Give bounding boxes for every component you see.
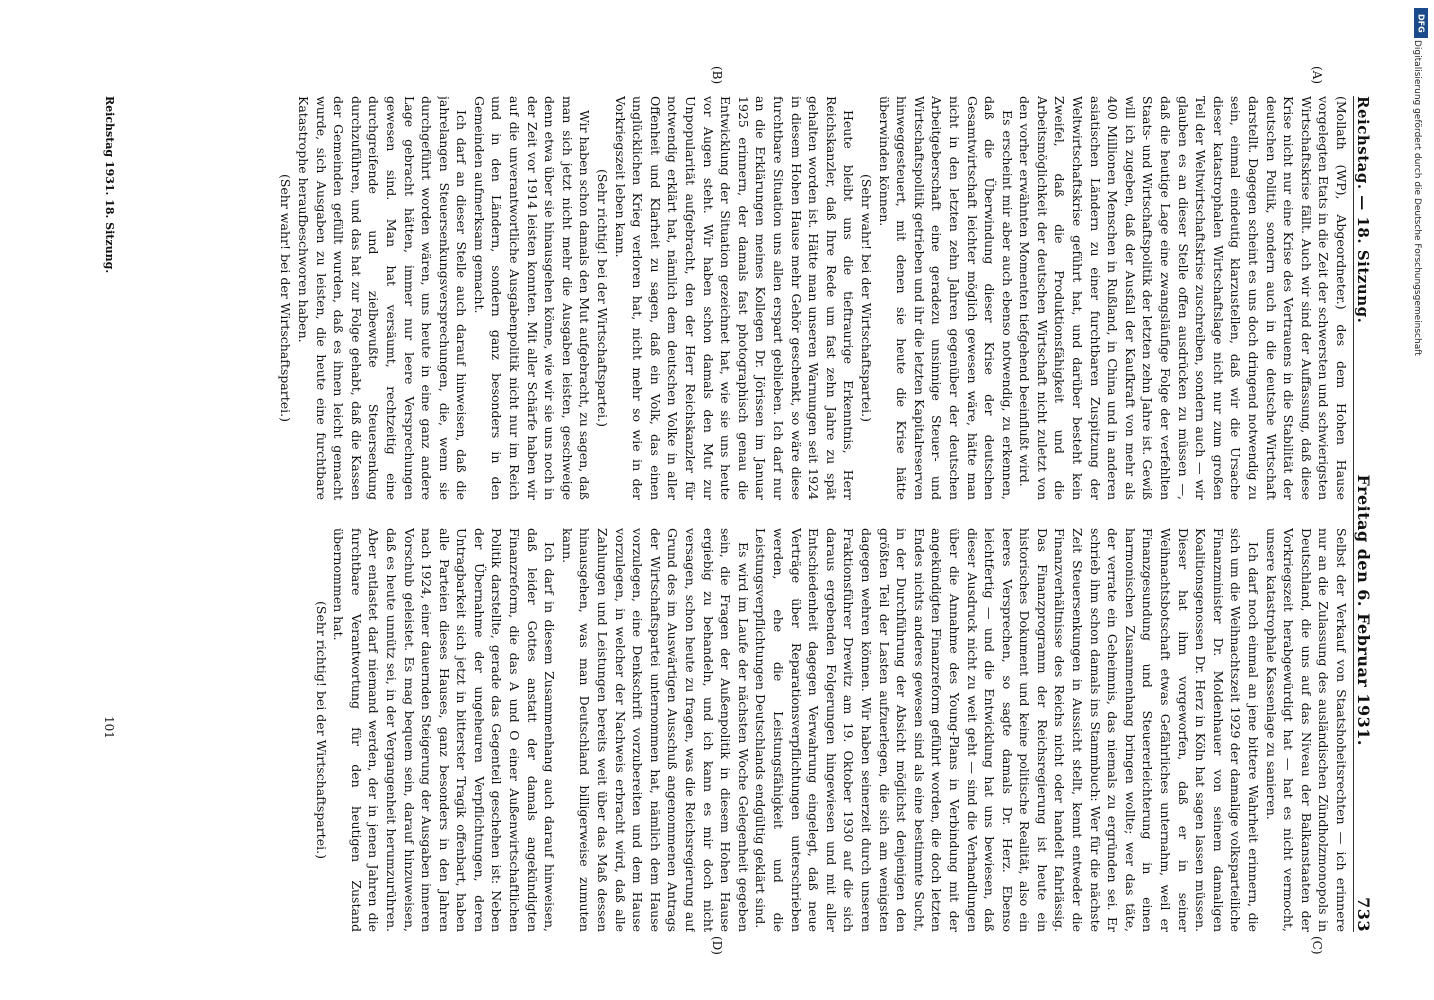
paragraph: Ich darf an dieser Stelle auch darauf hinweisen, daß die jahrelangen Steuersenkungsversprechungen, die, wenn sie durchgeführt worden wären, uns heute in eine ganz andere Lage gebracht hätten, immer nur leere Versprechungen gewesen sind. Man hat versäumt, rechtzeitig eine durchgreifende und zielbewußte Steuersenkung durchzuführen, und das hat zur Folge gehabt, daß die Kassen der Gemeinden gefüllt wurden, daß es ihnen leicht gemacht wurde, sich Ausgaben zu leisten, die heute eine furchtbare Katastrophe heraufbeschworen haben. [295,96,470,500]
paragraph: Ich darf in diesem Zusammenhang auch darauf hinweisen, daß leider Gottes anstatt der damals angekündigten Finanzreform, die das A und O einer Außenwirtschaftlichen Politik darstellte, gerade das Gegenteil geschehen ist: Neben der Übernahme der ungeheuren Verpflichtungen, deren Untragbarkeit sich jetzt in bitterster Tragik offenbart, haben alle Parteien dieses Hauses, ganz besonders in den Jahren nach 1924, einer dauernden Steigerung der Ausgaben inneren Vorschub geleistet. Es mag bequem sein, darauf hinzuweisen, daß es heute unnütz sei, in der Vergangenheit herumzurühren. Aber entlastet darf niemand werden, der in jenen Jahren die furchtbare Verantwortung für den heutigen Zustand übernommen hat. [331,528,558,932]
paragraph: Es erscheint mir aber auch ebenso notwendig, zu erkennen, daß die Überwindung dieser Krise der deutschen Gesamtwirtschaft leichter möglich gewesen wäre, hätte man nicht in den letzten zehn Jahren gegenüber der deutschen Arbeitgeberschaft eine geradezu unsinnige Steuer- und Wirtschaftspolitik getrieben und ihr die letzten Kapitalreserven hinweggesteuert, mit denen sie heute die Krise hätte überwinden können. [876,96,1015,500]
margin-marker-b: (B) [710,66,724,85]
interjection: (Sehr richtig! bei der Wirtschaftspartei.) [313,601,329,859]
paragraph: Ich darf noch einmal an jene bittere Wahrheit erinnern, die sich um die Weihnachtszeit 1929 der damalige volksparteiliche Finanzminister Dr. Moldenhauer von seinem damaligen Koalitionsgenossen Dr. Herz in Köln hat sagen lassen müssen. Dieser hat ihm vorgeworfen, daß er in seiner Weihnachtsbotschaft etwas Gefährliches unternahm, weil er Finanzgesundung und Steuererleichterung in einen harmonischen Zusammenhang bringen wollte; wer das täte, der verrate ein Geheimnis, das niemals zu ergründen sei. Er schrieb ihm schon damals ins Stammbuch: Wer für die nächste Zeit Steuersenkungen in Aussicht stellt, kennt entweder die Finanzverhältnisse des Reichs nicht oder handelt fahrlässig. Das Finanzprogramm der Reichsregierung ist heute ein historisches Dokument und keine politische Realität, also ein leeres Versprechen, so sagte damals Dr. Herz. Ebenso leichtfertig — und die Entwicklung hat uns bewiesen, daß dieser Ausdruck nicht zu weit geht — sind die Verhandlungen über die Annahme des Young-Plans in Verbindung mit der angekündigten Finanzreform geführt worden, die doch letzten Endes nichts anderes gewesen sind als eine bestimmte Sucht, in der Durchführung der Absicht möglichst denjenigen den größten Teil der Lasten aufzuerlegen, die sich am wenigsten dagegen wehren können. Wir haben seinerzeit durch unseren Fraktionsführer Drewitz am 19. Oktober 1930 auf die sich daraus ergebenden Folgerungen hingewiesen und mit aller Entschiedenheit dagegen Verwahrung eingelegt, daß neue Verträge über Reparationsverpflichtungen unterschrieben werden, ehe die Leistungsfähigkeit und die Leistungsverpflichtungen Deutschlands endgültig geklärt sind. [753,528,1262,932]
page-header [1353,96,1384,932]
margin-marker-a: (A) [1310,66,1324,85]
paragraph: (Mollath (WP), Abgeordneter.) des dem Hohen Hause vorgelegten Etats in die Zeit der schwersten und schwierigsten Wirtschaftskrise fällt. Auch wir sind der Auffassung, daß diese Krise nicht nur eine Krise des Vertrauens in die Stabilität der deutschen Politik, sondern auch in die deutsche Wirtschaft darstellt. Dagegen scheint es uns doch dringend notwendig zu sein, einmal eindeutig klarzustellen, daß wir die Ursache dieser katastrophalen Wirtschaftslage nicht nur zum großen Teil der Weltwirtschaftskrise zuschreiben, sondern auch — wir glauben es an dieser Stelle offen ausdrücken zu müssen —, daß die heutige Lage eine zwangsläufige Folge der verfehlten Staats- und Wirtschaftspolitik der letzten zehn Jahre ist. Gewiß will ich zugeben, daß der Ausfall der Kaufkraft von mehr als 400 Millionen Menschen in Rußland, in China und in anderen asiatischen Ländern zu einer furchtbaren Zuspitzung der Weltwirtschaftskrise geführt hat, und darüber besteht kein Zweifel, daß die Produktionsfähigkeit und die Arbeitsmöglichkeit der deutschen Wirtschaft nicht zuletzt von den vorher erwähnten Momenten tiefgehend beeinflußt wird. [1017,96,1349,500]
interjection: (Sehr richtig! bei der Wirtschaftspartei.) [595,169,611,427]
header-date: Freitag den 6. Februar 1931. [1354,474,1373,746]
header-session: Reichstag. — 18. Sitzung. [1354,96,1372,324]
interjection: (Sehr wahr! bei der Wirtschaftspartei.) [858,173,874,423]
margin-marker-c: (C) [1310,936,1324,955]
text-columns [120,96,1350,932]
digitization-credit: Digitalisierung gefördert durch die Deutsche Forschungsgemeinschaft [1412,40,1422,356]
page-number: 733 [1354,897,1373,932]
margin-marker-d: (D) [710,936,724,955]
scanned-page [80,66,1384,955]
footer-session: Reichstag 1931. 18. Sitzung. [103,96,116,274]
dfg-logo: DFG [1414,8,1428,38]
paragraph: Selbst der Verkauf von Staatshoheitsrechten — ich erinnere nur an die Zulassung des ausländischen Zündholzmonopols in Deutschland, die uns auf das Niveau der Balkanstaaten der Vorkriegszeit herabgewürdigt hat — hat es nicht vermocht, unsere katastrophale Kassenlage zu sanieren. [1263,528,1349,932]
left-column [120,96,1350,500]
footer-signature: 101 [102,716,116,739]
right-column [120,528,1350,932]
paragraph: Es wird im Laufe der nächsten Woche Gelegenheit gegeben sein, die Fragen der Außenpolitik in diesem Hohen Hause ergiebig zu behandeln, und ich kann es mir doch nicht versagen, schon heute zu fragen, was die Reichsregierung auf Grund des im Auswärtigen Ausschuß angenommenen Antrags der Wirtschaftspartei unternommen hat, nämlich dem Hause vorzulegen, eine Denkschrift vorzubereiten und dem Hause vorzulegen, in welcher der Nachweis erbracht wird, daß alle Zahlungen und Leistungen bereits weit über das Maß dessen hinausgehen, was man Deutschland billigerweise zumuten kann. [559,528,751,932]
interjection: (Sehr wahr! bei der Wirtschaftspartei.) [278,173,294,423]
paragraph: Wir haben schon damals den Mut aufgebracht, zu sagen, daß man sich jetzt nicht mehr die Ausgaben leisten, geschweige denn etwa über sie hinausgehen könne, wie wir sie uns noch in der Zeit vor 1914 leisten konnten. Mit aller Schärfe haben wir auf die unverantwortliche Ausgabenpolitik nicht nur im Reich und in den Ländern, sondern ganz besonders in den Gemeinden aufmerksam gemacht. [471,96,593,500]
paragraph: Heute bleibt uns die tieftraurige Erkenntnis, Herr Reichskanzler, daß Ihre Rede um fast zehn Jahre zu spät gehalten worden ist. Hätte man unseren Warnungen seit 1924 in diesem Hohen Hause mehr Gehör geschenkt, so wäre diese furchtbare Situation uns allen erspart geblieben. Ich darf nur an die Erklärungen meines Kollegen Dr. Jörissen im Januar 1925 erinnern, der damals fast photographisch genau die Entwicklung der Situation gezeichnet hat, wie sie uns heute vor Augen steht. Wir haben schon damals den Mut zur Unpopularität aufgebracht, den der Herr Reichskanzler für notwendig erklärt hat, nämlich dem deutschen Volke in aller Offenheit und Klarheit zu sagen, daß ein Volk, das einen unglücklichen Krieg verloren hat, nicht mehr so wie in der Vorkriegszeit leben kann. [612,96,857,500]
